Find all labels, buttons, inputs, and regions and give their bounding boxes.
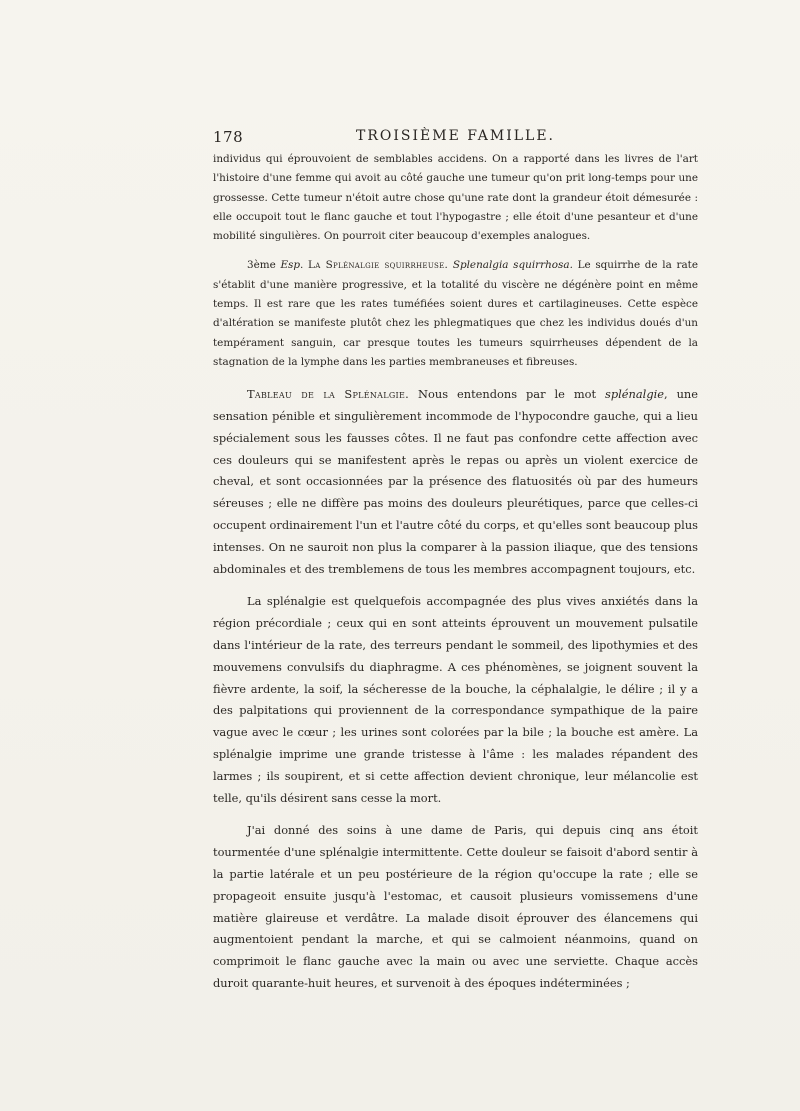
species-abbreviation: Esp.	[280, 259, 304, 272]
latin-name: Splenalgia squirrhosa.	[452, 259, 573, 272]
paragraph-1: individus qui éprouvoient de semblables accidens. On a rapporté dans les livres de l'art l'histoire d'une femme qui avoit au côté gauche une tumeur qu'on prit long-temps pour une grossesse. Cette tumeur n'étoit autre chose qu'une rate dont la grandeur étoit démesurée : elle occupoit tout le flanc gauche et tout l'hypogastre ; elle étoit d'une pesanteur et d'une mobilité singulières. On pourroit citer beaucoup d'exemples analogues.	[213, 153, 698, 243]
section-title: Tableau de la Splénalgie.	[247, 387, 410, 402]
paragraph-3	[213, 384, 698, 580]
italic-term: splénalgie	[605, 387, 664, 402]
paragraph-2-text: Le squirrhe de la rate s'établit d'une manière progressive, et la totalité du viscère ne dégénère point en même temps. Il est rare que les rates tuméfiées soient dures et cartilagineuses. Cette espèce d'altération se manifeste plutôt chez les phlegmatiques que chez les individus doués d'un tempérament sanguin, car presque toutes les tumeurs squirrheuses dépendent de la stagnation de la lymphe dans les parties membraneuses et fibreuses.	[213, 259, 698, 368]
paragraph-5: J'ai donné des soins à une dame de Paris, qui depuis cinq ans étoit tourmentée d'une splénalgie intermittente. Cette douleur se faisoit d'abord sentir à la partie latérale et un peu postérieure de la région qu'occupe la rate ; elle se propageoit ensuite jusqu'à l'estomac, et causoit plusieurs vomissemens d'une matière glaireuse et verdâtre. La malade disoit éprouver des élancemens qui augmentoient pendant la marche, et qui se calmoient néanmoins, quand on comprimoit le flanc gauche avec la main ou avec une serviette. Chaque accès duroit quarante-huit heures, et survenoit à des époques indéterminées ;	[213, 823, 698, 990]
page-header	[213, 128, 698, 150]
running-head: TROISIÈME FAMILLE.	[356, 128, 555, 144]
paragraph-3-text-a: Nous entendons par le mot	[409, 387, 606, 402]
species-number: 3ème	[247, 259, 276, 272]
body-text	[213, 150, 698, 995]
paragraph-2	[213, 256, 698, 372]
paragraph-4: La splénalgie est quelquefois accompagnée des plus vives anxiétés dans la région précordiale ; ceux qui en sont atteints éprouvent un mouvement pulsatile dans l'intérieur de la rate, des terreurs pendant le sommeil, des lipothymies et des mouvemens convulsifs du diaphragme. A ces phénomènes, se joignent souvent la fièvre ardente, la soif, la sécheresse de la bouche, la céphalalgie, le délire ; il y a des palpitations qui proviennent de la correspondance sympathique de la paire vague avec le cœur ; les urines sont colorées par la bile ; la bouche est amère. La splénalgie imprime une grande tristesse à l'âme : les malades répandent des larmes ; ils soupirent, et si cette affection devient chronique, leur mélancolie est telle, qu'ils désirent sans cesse la mort.	[213, 594, 698, 805]
section-title: La Splénalgie squirrheuse.	[308, 259, 449, 272]
paragraph-3-text-b: , une sensation pénible et singulièrement incommode de l'hypocondre gauche, qui a lieu spécialement sous les fausses côtes. Il ne faut pas confondre cette affection avec ces douleurs qui se manifestent après le repas ou après un violent exercice de cheval, et sont occasionnées par la présence des flatuosités où par des humeurs séreuses ; elle ne diffère pas moins des douleurs pleurétiques, parce que celles-ci occupent ordinairement l'un et l'autre côté du corps, et qu'elles sont beaucoup plus intenses. On ne sauroit non plus la comparer à la passion iliaque, que des tensions abdominales et des tremblemens de tous les membres accompagnent toujours, etc.	[213, 387, 698, 576]
page-number: 178	[213, 128, 244, 146]
